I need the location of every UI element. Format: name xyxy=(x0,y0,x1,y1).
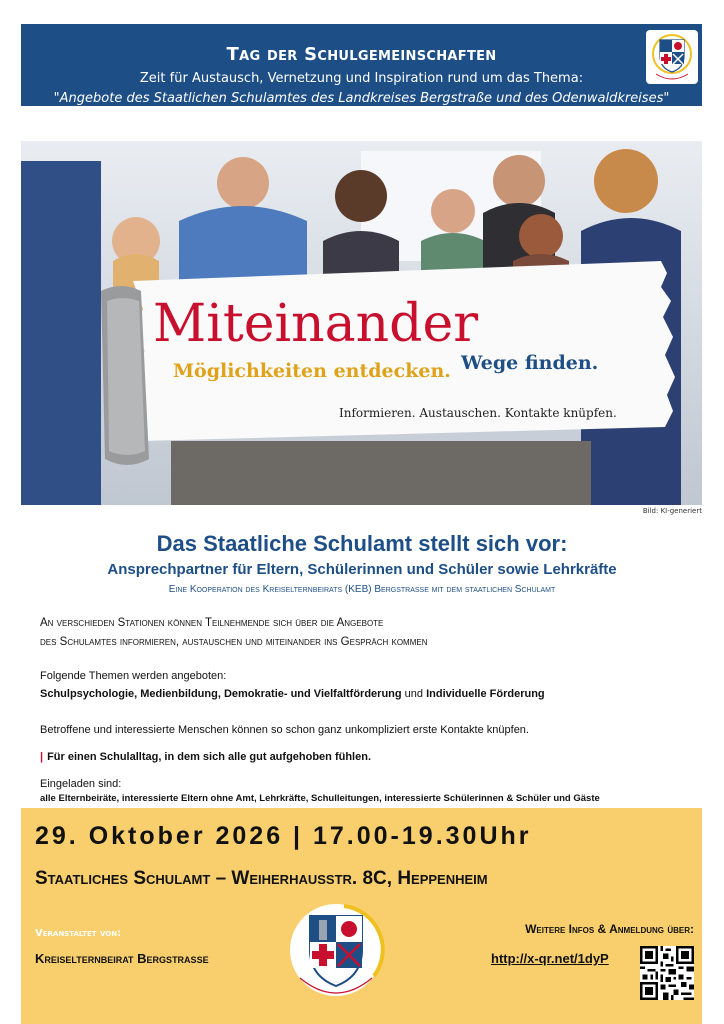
slogan xyxy=(40,751,690,763)
event-subtitle: Zeit für Austausch, Vernetzung und Inspiration rund um das Thema: xyxy=(139,71,584,86)
cooperation-note: Eine Kooperation des Kreiselternbeirats (KEB) Bergstraße mit dem staatlichen Schulamt xyxy=(168,584,556,595)
invited-label: Eingeladen sind: xyxy=(40,778,122,790)
header-banner xyxy=(21,24,702,106)
organizer-name: Kreiselternbeirat Bergstrasse xyxy=(35,951,209,966)
intro-line-1: An verschieden Stationen können Teilnehmende sich über die Angebote xyxy=(40,617,384,629)
event-address: Staatliches Schulamt – Weiherhausstr. 8C, Heppenheim xyxy=(35,868,488,889)
main-subtitle: Ansprechpartner für Eltern, Schülerinnen und Schüler sowie Lehrkräfte xyxy=(107,561,617,578)
themes-list xyxy=(40,688,690,700)
event-date-time: 29. Oktober 2026 | 17.00-19.30Uhr xyxy=(35,822,532,850)
slogan-bar: | xyxy=(40,751,44,763)
event-topic-quote: "Angebote des Staatlichen Schulamtes des Landkreises Bergstraße und des Odenwaldkreises" xyxy=(53,91,670,106)
banner-tagline-part1: Möglichkeiten entdecken. xyxy=(173,360,451,382)
banner-tagline-part2: Wege finden. xyxy=(461,352,599,374)
qr-code-icon[interactable] xyxy=(640,946,694,1000)
themes-main: Schulpsychologie, Medienbildung, Demokratie- und Vielfaltförderung xyxy=(40,688,402,700)
banner-claim: Informieren. Austauschen. Kontakte knüpfen. xyxy=(339,406,617,420)
banner-headline: Miteinander xyxy=(153,294,479,354)
contacts-text: Betroffene und interessierte Menschen können so schon ganz unkompliziert erste Kontakte knüpfen. xyxy=(40,724,529,736)
registration-link[interactable]: http://x-qr.net/1dyP xyxy=(491,951,609,966)
info-label: Weitere Infos & Anmeldung über: xyxy=(525,922,694,936)
themes-and: und xyxy=(401,688,427,700)
intro-line-2: des Schulamtes informieren, austauschen und miteinander ins Gespräch kommen xyxy=(40,636,428,648)
hero-image xyxy=(21,141,702,505)
organizer-label: Veranstaltet von: xyxy=(35,928,122,939)
slogan-text: Für einen Schulalltag, in dem sich alle gut aufgehoben fühlen. xyxy=(47,751,372,763)
themes-label: Folgende Themen werden angeboten: xyxy=(40,670,227,682)
invited-list: alle Elternbeiräte, interessierte Eltern ohne Amt, Lehrkräfte, Schulleitungen, interessierte Schülerinnen & Schüler und Gäste xyxy=(40,793,600,804)
image-credit: Bild: KI-generiert xyxy=(642,507,702,515)
district-coat-of-arms-icon xyxy=(646,30,698,84)
kreiselternbeirat-logo-icon xyxy=(286,898,396,1014)
main-title: Das Staatliche Schulamt stellt sich vor: xyxy=(156,531,568,556)
themes-last: Individuelle Förderung xyxy=(426,688,545,700)
event-title: Tag der Schulgemeinschaften xyxy=(226,44,497,65)
event-details-panel xyxy=(21,808,702,1024)
